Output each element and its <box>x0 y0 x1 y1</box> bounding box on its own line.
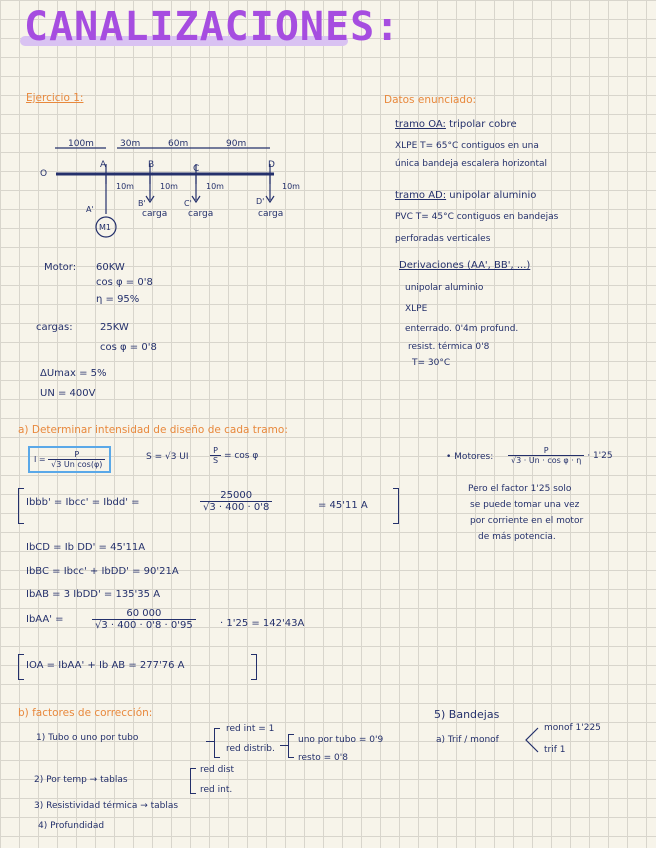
motores-num: P <box>508 446 584 456</box>
current-formula <box>28 446 111 473</box>
red-int-2: red int. <box>200 785 233 795</box>
current-lhs: I = <box>34 455 46 464</box>
motor-eta: η = 95% <box>96 294 140 305</box>
dim-30m: 30m <box>120 139 141 149</box>
len-aa: 10m <box>116 182 134 191</box>
bandejas-heading: 5) Bandejas <box>434 708 500 721</box>
section-b-heading: b) factores de corrección: <box>18 707 153 719</box>
factor-2: 2) Por temp → tablas <box>34 775 128 785</box>
nominal-voltage: UN = 400V <box>40 388 96 399</box>
current-fraction <box>48 450 105 469</box>
exercise-label: Ejercicio 1: <box>26 92 84 104</box>
ps-den: S <box>213 456 219 465</box>
data-line-6: XLPE <box>405 304 428 314</box>
ps-rhs: = cos φ <box>223 451 259 461</box>
tramo-oa-desc: tripolar cobre <box>449 119 517 130</box>
node-b-prime: B' <box>138 199 146 208</box>
voltage-drop: ΔUmax = 5% <box>40 368 107 379</box>
distrib-brace-tick <box>280 745 288 746</box>
node-a-prime: A' <box>86 205 94 214</box>
tramo-ad <box>395 190 536 201</box>
motores-label: • Motores: <box>446 452 494 462</box>
monof-factor: monof 1'225 <box>544 723 601 733</box>
load-b: carga <box>142 209 168 219</box>
motores-factor: · 1'25 <box>587 451 613 461</box>
current-num: P <box>48 450 105 460</box>
note-line-1: Pero el factor 1'25 solo <box>468 484 572 494</box>
factor-1-brace <box>214 728 220 758</box>
motor-label: Motor: <box>44 262 77 273</box>
factor-1: 1) Tubo o uno por tubo <box>36 733 139 743</box>
page-title: CANALIZACIONES: <box>24 4 401 50</box>
ioa-bracket-left <box>18 654 24 680</box>
ib-cd: IbCD = Ib DD' = 45'11A <box>26 542 146 553</box>
note-line-3: por corriente en el motor <box>470 516 584 526</box>
bandejas-item: a) Trif / monof <box>436 735 499 745</box>
ps-num: P <box>210 446 221 456</box>
dim-60m: 60m <box>168 139 189 149</box>
ib-loads-result: = 45'11 A <box>318 500 368 511</box>
ib-loads-bracket-left <box>18 488 24 524</box>
node-d: D <box>268 160 275 170</box>
tramo-oa <box>395 119 517 130</box>
len-cc: 10m <box>206 182 224 191</box>
ioa-bracket-right <box>251 654 257 680</box>
motor-symbol: M1 <box>99 223 111 232</box>
ib-loads-bracket-right <box>393 488 399 524</box>
tramo-ad-desc: unipolar aluminio <box>449 190 537 201</box>
ib-aa-fraction <box>92 608 196 631</box>
data-line-2: única bandeja escalera horizontal <box>395 159 547 169</box>
motores-den: √3 · Un · cos φ · η <box>511 456 582 465</box>
motores-fraction <box>508 446 613 465</box>
data-line-1: XLPE T= 65°C contiguos en una <box>395 141 539 151</box>
len-bb: 10m <box>160 182 178 191</box>
ib-ab: IbAB = 3 IbDD' = 135'35 A <box>26 589 161 600</box>
load-c: carga <box>188 209 214 219</box>
distrib-brace <box>288 734 294 758</box>
bandejas-angle <box>524 726 540 754</box>
motor-power: 60KW <box>96 262 125 273</box>
ib-loads-fraction <box>200 490 272 513</box>
data-line-3: PVC T= 45°C contiguos en bandejas <box>395 212 559 222</box>
len-dd: 10m <box>282 182 300 191</box>
node-d-prime: D' <box>256 197 265 206</box>
factor-1-brace-tick <box>206 741 214 742</box>
load-d: carga <box>258 209 284 219</box>
ib-loads-lhs: Ibbb' = Ibcc' = Ibdd' = <box>26 497 140 508</box>
ps-fraction <box>210 446 221 465</box>
note-line-2: se puede tomar una vez <box>470 500 580 510</box>
node-c-prime: C' <box>184 199 192 208</box>
line-diagram <box>30 134 330 244</box>
resto: resto = 0'8 <box>298 753 348 763</box>
red-int: red int = 1 <box>226 724 275 734</box>
cargas-label: cargas: <box>36 322 73 333</box>
data-line-7: enterrado. 0'4m profund. <box>405 324 519 334</box>
node-o: O <box>40 169 48 179</box>
red-dist: red dist <box>200 765 235 775</box>
current-den: √3 Un cos(φ) <box>51 460 103 469</box>
node-c: C <box>193 164 200 174</box>
ib-loads-den: √3 · 400 · 0'8 <box>203 502 270 513</box>
note-line-4: de más potencia. <box>478 532 556 542</box>
tramo-oa-label: tramo OA: <box>395 119 446 130</box>
data-line-8: resist. térmica 0'8 <box>408 342 490 352</box>
ib-loads-frac <box>200 490 272 513</box>
factor-2-brace <box>190 768 196 794</box>
motor-cos: cos φ = 0'8 <box>96 277 153 288</box>
data-line-9: T= 30°C <box>412 358 451 368</box>
factor-3: 3) Resistividad térmica → tablas <box>34 801 179 811</box>
cargas-power: 25KW <box>100 322 129 333</box>
data-heading: Datos enunciado: <box>384 94 477 106</box>
tramo-ad-label: tramo AD: <box>395 190 447 201</box>
ib-aa-lhs: IbAA' = <box>26 614 64 625</box>
ib-loads-num: 25000 <box>200 490 272 502</box>
ib-bc: IbBC = Ibcc' + IbDD' = 90'21A <box>26 566 179 577</box>
data-line-4: perforadas verticales <box>395 234 491 244</box>
node-a: A <box>100 160 107 170</box>
apparent-power: S = √3 UI <box>146 452 189 462</box>
derivaciones-heading: Derivaciones (AA', BB', ...) <box>399 260 531 271</box>
ib-aa-den: √3 · 400 · 0'8 · 0'95 <box>95 620 193 631</box>
current-formula-box <box>28 446 111 473</box>
ib-aa-num: 60 000 <box>92 608 196 620</box>
trif-factor: trif 1 <box>544 745 566 755</box>
ib-aa-frac <box>92 608 196 631</box>
ib-aa-result: · 1'25 = 142'43A <box>220 618 305 629</box>
red-distrib: red distrib. <box>226 744 275 754</box>
node-b: B <box>148 160 155 170</box>
factor-4: 4) Profundidad <box>38 821 105 831</box>
dim-90m: 90m <box>226 139 247 149</box>
motores-frac <box>508 446 584 465</box>
section-a-heading: a) Determinar intensidad de diseño de cada tramo: <box>18 424 288 436</box>
dim-100m: 100m <box>68 139 94 149</box>
data-line-5: unipolar aluminio <box>405 283 484 293</box>
uno-por-tubo: uno por tubo = 0'9 <box>298 735 384 745</box>
cargas-cos: cos φ = 0'8 <box>100 342 157 353</box>
power-factor-formula <box>210 446 258 465</box>
i-oa: IOA = IbAA' + Ib AB = 277'76 A <box>26 660 185 671</box>
